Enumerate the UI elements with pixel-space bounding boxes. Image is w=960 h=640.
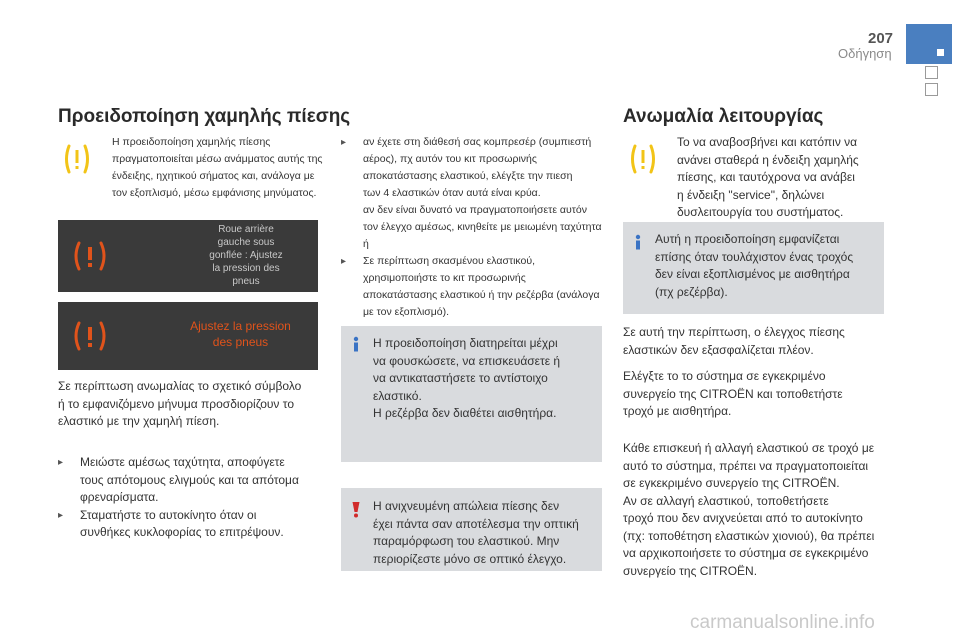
- middle-info-box: Η προειδοποίηση διατηρείται μέχρι να φουσκώσετε, να επισκευάσετε ή να αντικαταστήσετε το αντίστοιχο ελαστικό. Η ρεζέρβα δεν διαθέτει αισθητήρα.: [341, 326, 602, 462]
- section-label: Οδήγηση: [838, 46, 892, 61]
- tire-pressure-warning-icon: [70, 240, 110, 272]
- chapter-tab[interactable]: [925, 83, 938, 96]
- dashboard-display-alert: [58, 302, 318, 370]
- middle-warning-box: Η ανιχνευμένη απώλεια πίεσης δεν έχει πάντα σαν αποτέλεσμα την οπτική παραμόρφωση του ελαστικού. Μην περιορίζεστε μόνο σε οπτικό έλεγχο.: [341, 488, 602, 571]
- bullet-marker-icon: ▸: [341, 256, 347, 267]
- bullet-marker-icon: ▸: [58, 509, 64, 521]
- list-item: ▸ αν έχετε στη διάθεσή σας κομπρεσέρ (συμπιεστή αέρος), πχ αυτόν του κιτ προσωρινής αποκατάστασης ελαστικού, ελέγξτε την πιεση των 4 ελαστικών όταν αυτά είναι κρύα. αν δεν είναι δυνατό να πραγματοποιήσετε αυτόν τον έλεγχο αμέσως, κινηθείτε με μειωμένη ταχύτητα ή: [341, 136, 602, 250]
- tire-pressure-warning-icon: [70, 320, 110, 352]
- right-paragraph-1: Σε αυτή την περίπτωση, ο έλεγχος πίεσης ελαστικών δεν εξασφαλίζεται πλέον.: [623, 325, 845, 357]
- right-info-box: Αυτή η προειδοποίηση εμφανίζεται επίσης όταν τουλάχιστον ένας τροχός δεν είναι εξοπλισμένος με αισθητήρα (πχ ρεζέρβα).: [623, 222, 884, 314]
- left-section-title: Προειδοποίηση χαμηλής πίεσης: [58, 106, 351, 127]
- tire-pressure-warning-icon: [628, 142, 658, 176]
- dashboard-display-message: [58, 220, 318, 292]
- watermark: carmanualsonline.info: [690, 612, 875, 633]
- tire-pressure-warning-icon: [62, 142, 92, 176]
- display-message-text: Roue arrière gauche sous gonflée : Ajustez la pression des pneus: [209, 224, 283, 287]
- bullet-marker-icon: ▸: [341, 137, 347, 148]
- chapter-tab[interactable]: [925, 66, 938, 79]
- right-intro: Το να αναβοσβήνει και κατόπιν να ανάνει σταθερά η ένδειξη χαμηλής πίεσης, και ταυτόχρονα να ανάβει η ένδειξη "service", δηλώνει δυσλειτουργία του συστήματος.: [677, 135, 859, 219]
- middle-bullet-list: [341, 134, 606, 321]
- list-item: ▸ Σταματήστε το αυτοκίνητο όταν οι συνθήκες κυκλοφορίας το επιτρέψουν.: [58, 507, 284, 539]
- left-bullet-list: [58, 454, 328, 542]
- anomaly-text: Σε περίπτωση ανωμαλίας το σχετικό σύμβολο ή το εμφανιζόμενο μήνυμα προσδιορίζουν το ελαστικό με την χαμηλή πίεση.: [58, 379, 302, 428]
- list-item: ▸ Μειώστε αμέσως ταχύτητα, αποφύγετε τους απότομους ελιγμούς και τα απότομα φρεναρίσματα.: [58, 455, 299, 504]
- info-icon: [349, 336, 363, 352]
- chapter-tab-active[interactable]: [906, 24, 952, 64]
- display-alert-text: Ajustez la pression des pneus: [190, 319, 291, 349]
- right-paragraph-2: Ελέγξτε το το σύστημα σε εγκεκριμένο συνεργείο της CITROËN και τοποθετήστε τροχό με αισθητήρα.: [623, 369, 843, 418]
- left-intro: Η προειδοποίηση χαμηλής πίεσης πραγματοποιείται μέσω ανάμματος αυτής της ένδειξης, ηχητικού σήματος και, ανάλογα με τον εξοπλισμό, μέσω εμφάνισης μηνύματος.: [112, 136, 323, 199]
- page-number: 207: [868, 30, 894, 47]
- right-paragraph-3: Κάθε επισκευή ή αλλαγή ελαστικού σε τροχό με αυτό το σύστημα, πρέπει να πραγματοποιείται σε εγκεκριμένο συνεργείο της CITROËN. Αν σε αλλαγή ελαστικού, τοποθετήσετε τροχό που δεν ανιχνεύεται από το αυτοκίνητο (πχ: τοποθέτηση ελαστικών χιονιού), θα πρέπει να αρχικοποιήσετε το σύστημα σε εγκεκριμένο συνεργείο της CITROËN.: [623, 441, 875, 578]
- warning-exclamation-icon: [349, 502, 363, 518]
- info-icon: [631, 234, 645, 250]
- right-section-title: Ανωμαλία λειτουργίας: [623, 106, 824, 127]
- list-item: ▸ Σε περίπτωση σκασμένου ελαστικού, χρησιμοποιήστε το κιτ προσωρινής αποκατάστασης ελαστικού ή την ρεζέρβα (ανάλογα με τον εξοπλισμό).: [341, 255, 600, 318]
- bullet-marker-icon: ▸: [58, 457, 64, 468]
